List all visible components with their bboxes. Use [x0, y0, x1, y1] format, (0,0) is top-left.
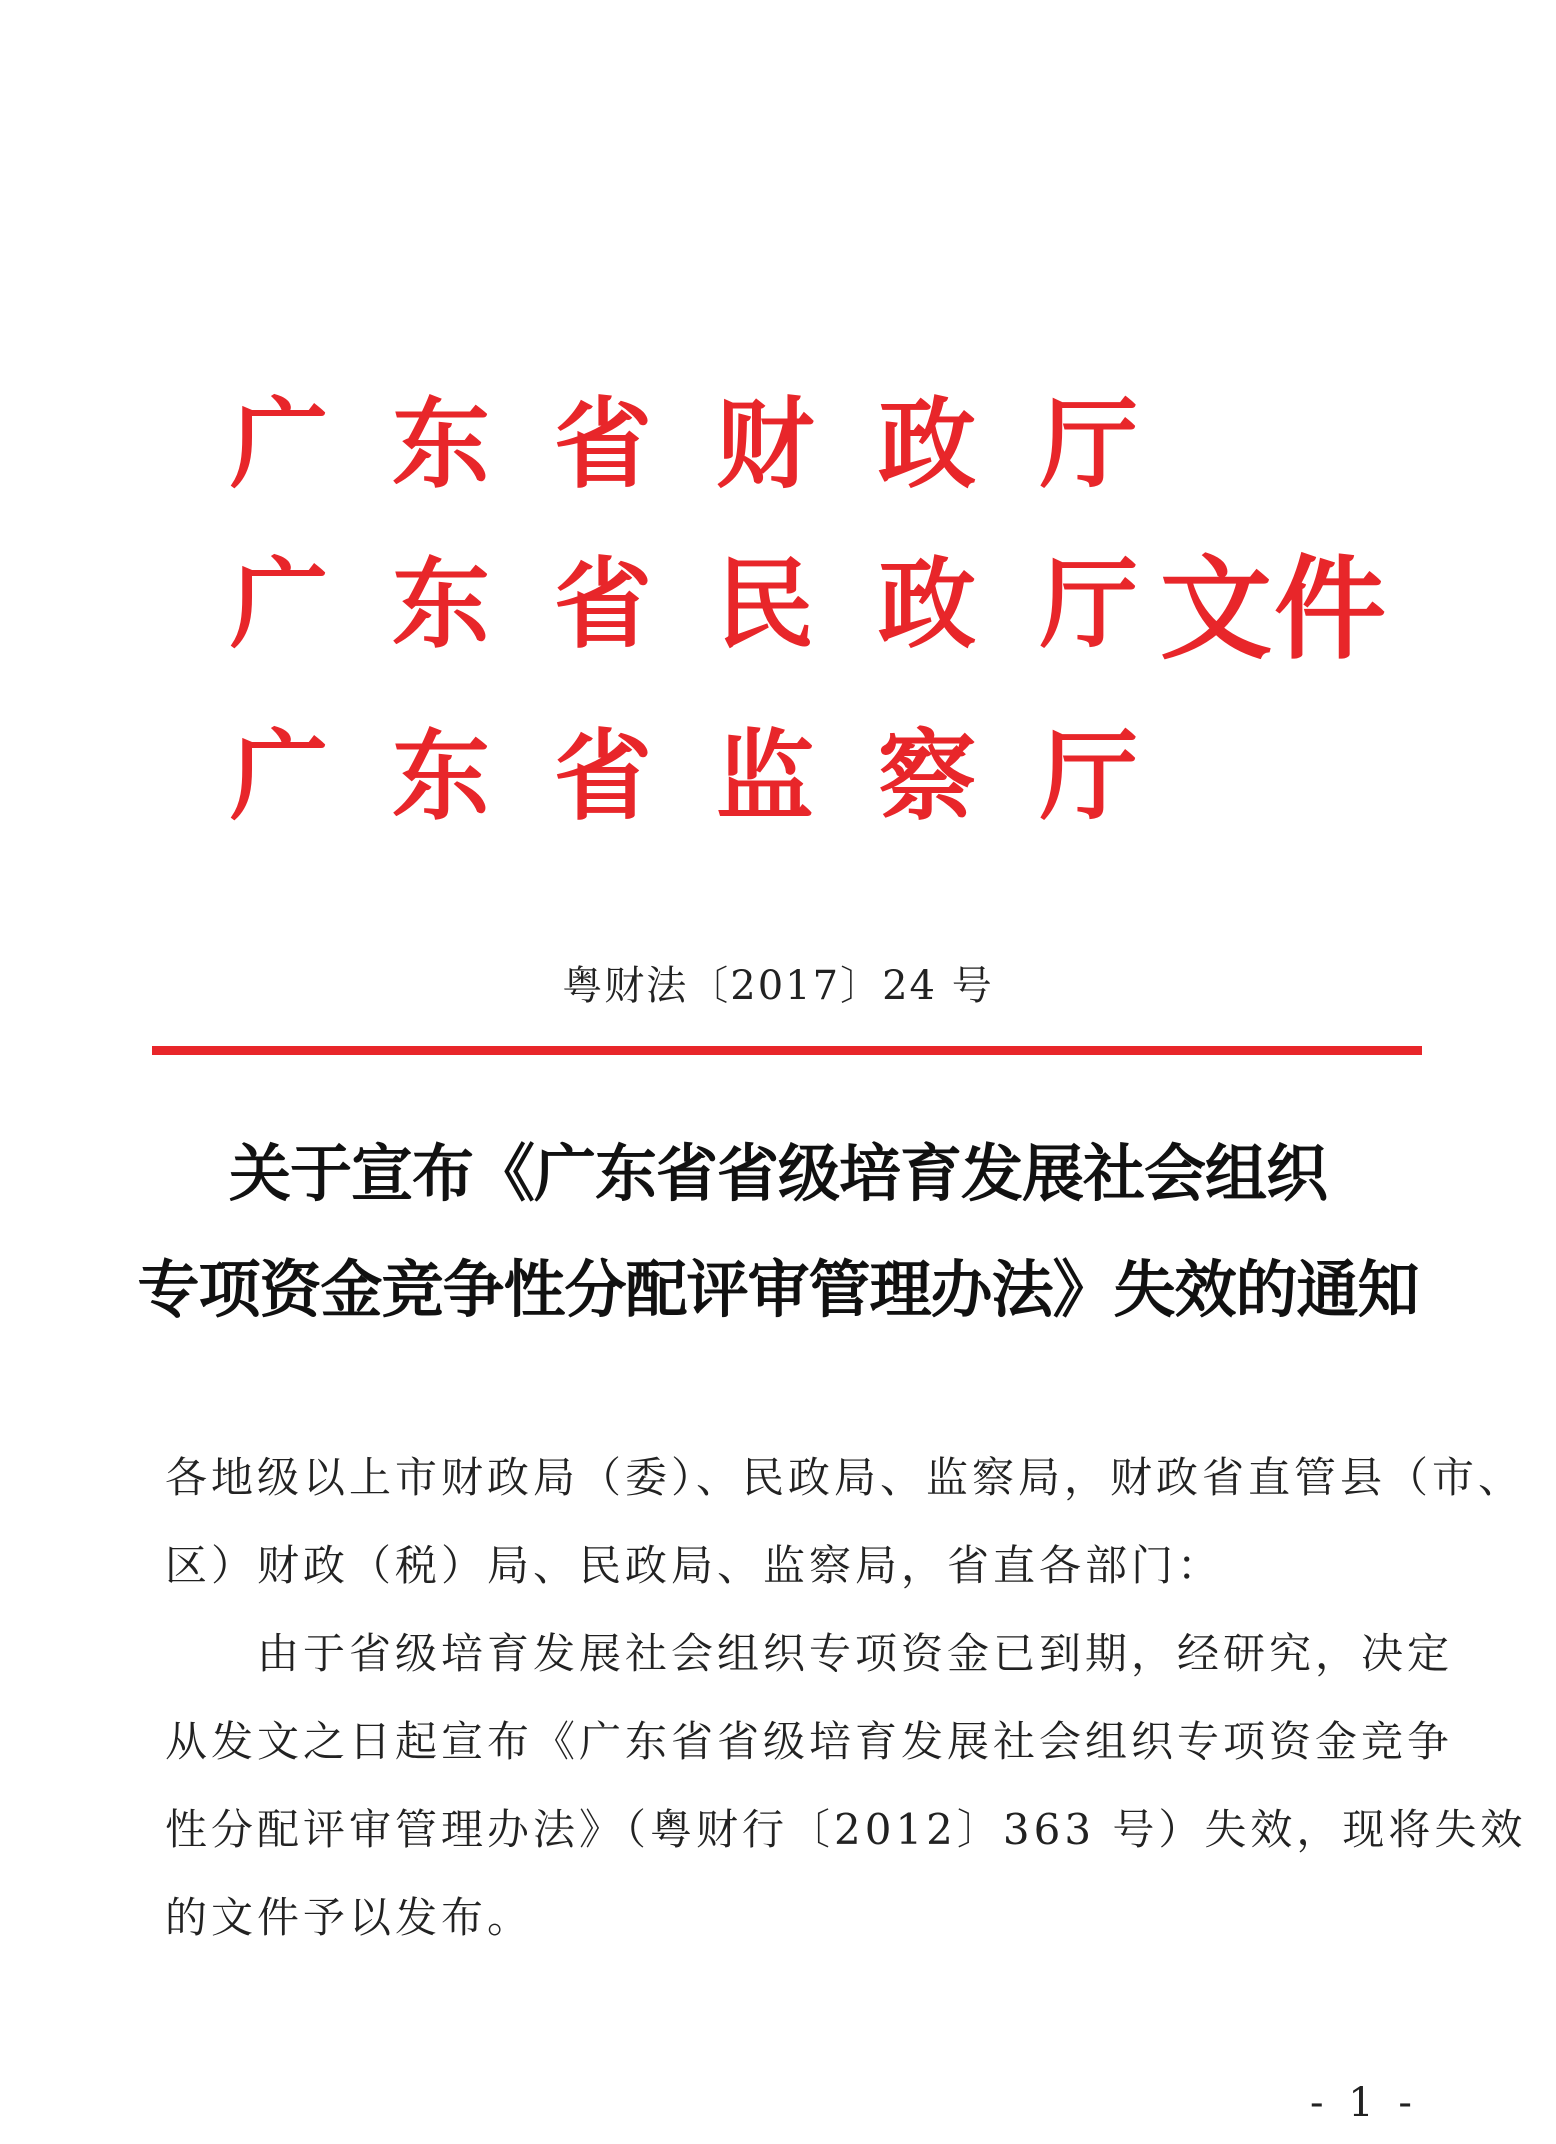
issuer-row-supervision	[230, 719, 1202, 834]
issuer-char: 厅	[1040, 719, 1139, 834]
issuer-char: 东	[392, 387, 491, 502]
document-number: 粤财法〔2017〕24 号	[562, 963, 994, 1009]
body-line: 从发文之日起宣布《广东省省级培育发展社会组织专项资金竞争	[165, 1717, 1454, 1766]
issuer-suffix: 文件	[1160, 544, 1388, 675]
body-line: 的文件予以发布。	[165, 1893, 534, 1942]
issuer-char: 察	[878, 719, 977, 834]
issuer-char: 省	[554, 719, 653, 834]
issuer-char: 监	[716, 719, 815, 834]
issuer-char: 民	[716, 547, 815, 662]
issuer-char: 广	[230, 547, 329, 662]
issuer-char: 东	[392, 547, 491, 662]
issuer-char: 广	[230, 719, 329, 834]
body-line: 性分配评审管理办法》（粤财行〔2012〕363 号）失效，现将失效	[165, 1805, 1527, 1854]
body-line: 区）财政（税）局、民政局、监察局，省直各部门：	[165, 1541, 1224, 1590]
issuer-char: 财	[716, 387, 815, 502]
page-number: - 1 -	[1310, 2080, 1418, 2126]
issuer-char: 广	[230, 387, 329, 502]
notice-title-line-1: 关于宣布《广东省省级培育发展社会组织	[228, 1137, 1327, 1210]
issuer-char: 厅	[1040, 547, 1139, 662]
red-divider	[152, 1046, 1422, 1055]
notice-title-line-2: 专项资金竞争性分配评审管理办法》失效的通知	[137, 1253, 1419, 1326]
issuer-char: 省	[554, 387, 653, 502]
issuer-char: 政	[878, 547, 977, 662]
issuer-char: 政	[878, 387, 977, 502]
body-line: 由于省级培育发展社会组织专项资金已到期，经研究，决定	[165, 1629, 1454, 1678]
issuer-char: 东	[392, 719, 491, 834]
body-line: 各地级以上市财政局（委）、民政局、监察局，财政省直管县（市、	[165, 1453, 1525, 1502]
issuer-char: 厅	[1040, 387, 1139, 502]
issuer-char: 省	[554, 547, 653, 662]
issuer-row-civil-affairs	[230, 547, 1202, 662]
issuer-row-finance	[230, 387, 1202, 502]
